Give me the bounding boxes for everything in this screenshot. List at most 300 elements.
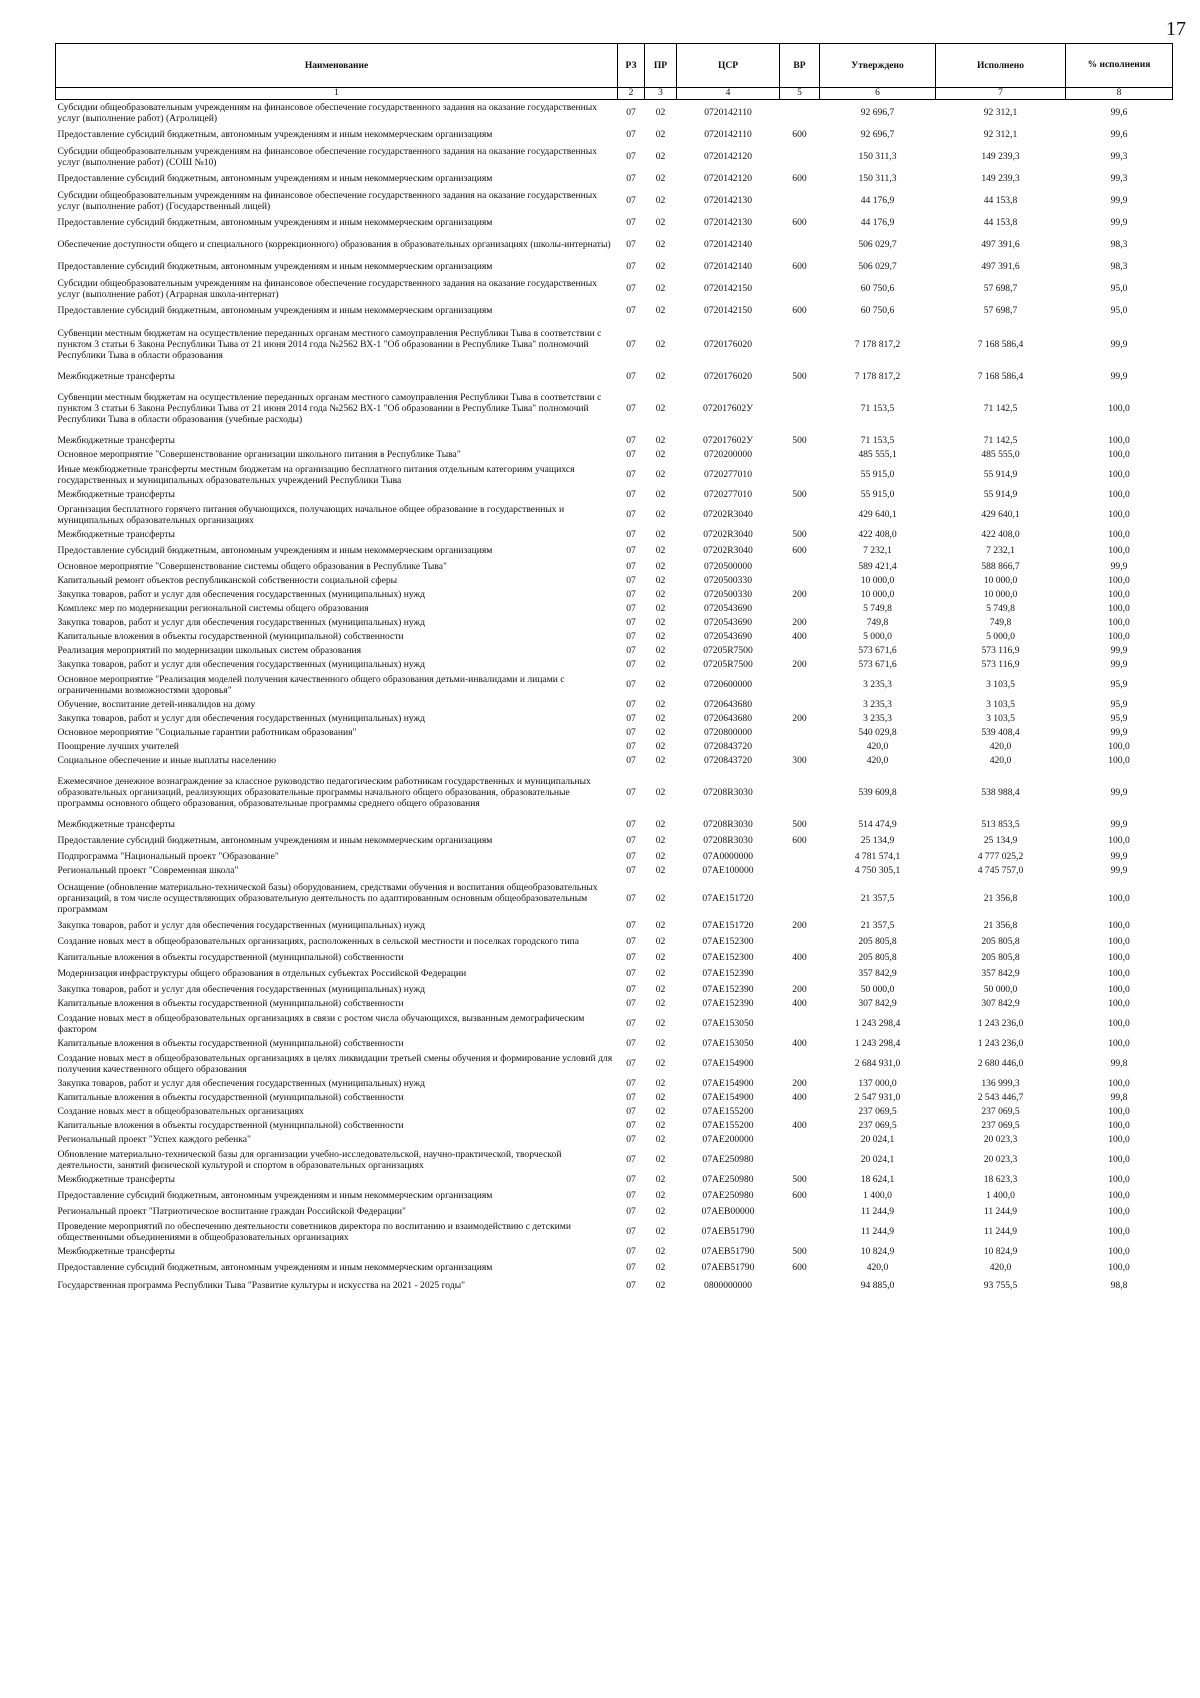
row-executed: 205 805,8 xyxy=(981,952,1020,963)
header-executed: Исполнено xyxy=(936,44,1066,88)
row-vr xyxy=(780,100,820,126)
row-approved: 420,0 xyxy=(866,741,889,752)
row-pct: 100,0 xyxy=(1108,1226,1130,1237)
row-pct: 100,0 xyxy=(1108,545,1130,556)
row-executed: 307 842,9 xyxy=(981,998,1020,1009)
row-name: Закупка товаров, работ и услуг для обеспечения государственных (муниципальных) нужд xyxy=(57,617,426,628)
row-pct: 95,9 xyxy=(1110,699,1128,710)
table-row xyxy=(56,850,1173,864)
column-number-row xyxy=(56,88,1173,100)
row-pct: 100,0 xyxy=(1108,1246,1130,1257)
row-approved: 7 178 817,2 xyxy=(854,339,901,350)
row-pct: 100,0 xyxy=(1108,1134,1130,1145)
row-pct: 100,0 xyxy=(1108,952,1130,963)
row-approved: 44 176,9 xyxy=(860,195,895,206)
row-executed: 573 116,9 xyxy=(981,645,1020,656)
row-rz: 07 xyxy=(626,435,636,446)
row-vr xyxy=(780,502,820,528)
row-executed: 93 755,5 xyxy=(983,1280,1018,1291)
row-executed: 2 680 446,0 xyxy=(977,1058,1024,1069)
row-vr: 600 xyxy=(792,129,807,140)
row-approved: 420,0 xyxy=(866,1262,889,1273)
row-name: Ежемесячное денежное вознаграждение за классное руководство педагогическим работникам государственных и муниципальных образовательных организаций, реализующих образовательные программы начального общего образования, образовательные программы основного общего образования, образовательные программы среднего общего образования xyxy=(57,776,591,809)
table-row xyxy=(56,726,1173,740)
row-csr: 07АЕ153050 xyxy=(702,1038,754,1049)
row-executed: 497 391,6 xyxy=(981,239,1020,250)
table-row xyxy=(56,630,1173,644)
table-row xyxy=(56,462,1173,488)
row-pct: 100,0 xyxy=(1108,1174,1130,1185)
column-number: 2 xyxy=(618,88,645,100)
row-name: Реализация мероприятий по модернизации школьных систем образования xyxy=(57,645,362,656)
row-executed: 237 069,5 xyxy=(981,1120,1020,1131)
row-executed: 71 142,5 xyxy=(983,403,1018,414)
row-vr xyxy=(780,276,820,302)
row-name: Межбюджетные трансферты xyxy=(57,529,175,540)
row-approved: 307 842,9 xyxy=(858,998,897,1009)
row-executed: 18 623,3 xyxy=(983,1174,1018,1185)
table-row xyxy=(56,528,1173,542)
row-pr: 02 xyxy=(655,727,666,738)
row-executed: 20 023,3 xyxy=(983,1154,1018,1165)
row-rz: 07 xyxy=(626,645,636,656)
row-vr: 600 xyxy=(792,1190,807,1201)
row-executed: 21 356,8 xyxy=(983,892,1018,904)
row-csr: 0720142110 xyxy=(704,107,752,119)
row-vr: 200 xyxy=(792,617,807,628)
row-pr: 02 xyxy=(655,435,666,446)
row-csr: 07АЕ152300 xyxy=(702,936,754,947)
row-pr: 02 xyxy=(655,107,666,119)
table-row xyxy=(56,560,1173,574)
header-vr: ВР xyxy=(780,44,820,88)
table-row xyxy=(56,818,1173,832)
table-row xyxy=(56,302,1173,320)
row-executed: 1 400,0 xyxy=(986,1190,1015,1201)
table-row xyxy=(56,1119,1173,1133)
row-csr: 0720277010 xyxy=(704,489,752,500)
row-name: Создание новых мест в общеобразовательных организациях в целях ликвидации третьей смены обучения и формирование условий для получения качественного общего образования xyxy=(57,1052,613,1075)
row-vr xyxy=(780,1219,820,1245)
row-pct: 100,0 xyxy=(1108,755,1130,766)
row-name: Проведение мероприятий по обеспечению деятельности советников директора по воспитанию и взаимодействию с детскими общественными объединениями в общеобразовательных организациях xyxy=(57,1220,571,1243)
row-csr: 07АЕВ51790 xyxy=(701,1226,755,1237)
row-pr: 02 xyxy=(655,679,666,690)
row-vr: 400 xyxy=(792,1120,807,1131)
row-vr: 300 xyxy=(792,755,807,766)
row-vr xyxy=(780,144,820,170)
row-name: Государственная программа Республики Тыва "Развитие культуры и искусства на 2021 - 2025 годы" xyxy=(57,1280,466,1291)
row-name: Подпрограмма "Национальный проект "Образование" xyxy=(57,851,279,862)
row-pct: 100,0 xyxy=(1108,1106,1130,1117)
row-executed: 5 000,0 xyxy=(986,631,1015,642)
row-csr: 0720543690 xyxy=(704,631,752,642)
row-csr: 07АЕ152390 xyxy=(702,968,754,979)
row-rz: 07 xyxy=(626,755,636,766)
row-approved: 55 915,0 xyxy=(860,469,895,480)
table-row xyxy=(56,1245,1173,1259)
row-csr: 0720843720 xyxy=(704,741,752,752)
row-rz: 07 xyxy=(626,1134,636,1145)
table-row xyxy=(56,384,1173,434)
row-rz: 07 xyxy=(626,589,636,600)
row-approved: 18 624,1 xyxy=(860,1174,895,1185)
row-rz: 07 xyxy=(626,449,636,460)
row-pr: 02 xyxy=(655,469,666,480)
row-name: Обеспечение доступности общего и специального (коррекционного) образования в образовательных организациях (школы-интернаты) xyxy=(57,239,611,250)
row-pct: 100,0 xyxy=(1108,1120,1130,1131)
row-executed: 10 000,0 xyxy=(983,589,1018,600)
row-csr: 07АЕ100000 xyxy=(702,865,754,876)
row-name: Межбюджетные трансферты xyxy=(57,819,175,830)
row-rz: 07 xyxy=(626,1120,636,1131)
row-pr: 02 xyxy=(655,195,666,206)
row-pr: 02 xyxy=(655,713,666,724)
row-pr: 02 xyxy=(655,741,666,752)
row-approved: 5 000,0 xyxy=(863,631,892,642)
row-approved: 10 000,0 xyxy=(860,575,895,586)
row-vr: 400 xyxy=(792,1092,807,1103)
row-pr: 02 xyxy=(655,173,666,184)
column-number: 4 xyxy=(677,88,780,100)
row-executed: 71 142,5 xyxy=(983,435,1018,446)
column-number: 8 xyxy=(1066,88,1173,100)
row-csr: 072017602У xyxy=(703,403,753,414)
row-vr xyxy=(780,448,820,462)
table-row xyxy=(56,768,1173,818)
row-pr: 02 xyxy=(655,1106,666,1117)
row-approved: 7 178 817,2 xyxy=(854,371,901,382)
header-name: Наименование xyxy=(56,44,618,88)
row-name: Закупка товаров, работ и услуг для обеспечения государственных (муниципальных) нужд xyxy=(57,659,426,670)
row-vr: 200 xyxy=(792,713,807,724)
row-vr: 500 xyxy=(792,529,807,540)
row-rz: 07 xyxy=(626,261,636,272)
row-vr: 600 xyxy=(792,545,807,556)
row-approved: 4 781 574,1 xyxy=(854,851,901,862)
row-executed: 21 356,8 xyxy=(983,920,1018,931)
row-pct: 99,3 xyxy=(1110,173,1128,184)
row-executed: 420,0 xyxy=(989,741,1012,752)
row-name: Предоставление субсидий бюджетным, автономным учреждениям и иным некоммерческим организациям xyxy=(57,1190,493,1201)
table-row xyxy=(56,658,1173,672)
row-vr: 400 xyxy=(792,952,807,963)
column-number: 6 xyxy=(820,88,936,100)
row-pct: 100,0 xyxy=(1108,631,1130,642)
row-approved: 205 805,8 xyxy=(858,952,897,963)
row-vr xyxy=(780,462,820,488)
row-vr: 200 xyxy=(792,589,807,600)
row-vr xyxy=(780,740,820,754)
row-pr: 02 xyxy=(655,589,666,600)
row-pct: 100,0 xyxy=(1108,998,1130,1009)
row-csr: 07АЕВ00000 xyxy=(701,1206,755,1217)
row-approved: 539 609,8 xyxy=(858,787,897,798)
table-row xyxy=(56,740,1173,754)
table-row xyxy=(56,951,1173,965)
row-vr: 600 xyxy=(792,1262,807,1273)
row-executed: 4 777 025,2 xyxy=(977,851,1024,862)
row-executed: 539 408,4 xyxy=(981,727,1020,738)
row-approved: 573 671,6 xyxy=(858,645,897,656)
row-approved: 5 749,8 xyxy=(863,603,892,614)
row-vr: 400 xyxy=(792,631,807,642)
row-vr: 600 xyxy=(792,835,807,846)
row-executed: 149 239,3 xyxy=(981,151,1020,162)
row-vr xyxy=(780,933,820,951)
row-rz: 07 xyxy=(626,1206,636,1217)
row-csr: 0720600000 xyxy=(704,679,752,690)
row-rz: 07 xyxy=(626,659,636,670)
row-pct: 99,9 xyxy=(1110,865,1128,876)
row-executed: 10 000,0 xyxy=(983,575,1018,586)
row-vr: 500 xyxy=(792,1246,807,1257)
row-approved: 485 555,1 xyxy=(858,449,897,460)
row-pct: 100,0 xyxy=(1108,603,1130,614)
row-approved: 422 408,0 xyxy=(858,529,897,540)
row-pr: 02 xyxy=(655,283,666,294)
row-pct: 99,9 xyxy=(1110,561,1128,572)
row-rz: 07 xyxy=(626,129,636,140)
row-pr: 02 xyxy=(655,1280,666,1291)
row-rz: 07 xyxy=(626,741,636,752)
row-csr: 0720142130 xyxy=(704,195,752,206)
row-pr: 02 xyxy=(655,968,666,979)
row-name: Поощрение лучших учителей xyxy=(57,741,179,752)
row-pr: 02 xyxy=(655,371,666,382)
row-pr: 02 xyxy=(655,865,666,876)
row-vr xyxy=(780,384,820,434)
column-number: 7 xyxy=(936,88,1066,100)
row-rz: 07 xyxy=(626,1018,636,1029)
row-rz: 07 xyxy=(626,1190,636,1201)
row-name: Субсидии общеобразовательным учреждениям на финансовое обеспечение государственного задания на оказание государственных услуг (выполнение работ) (Агролицей) xyxy=(57,101,598,124)
row-rz: 07 xyxy=(626,173,636,184)
row-rz: 07 xyxy=(626,819,636,830)
row-pr: 02 xyxy=(655,489,666,500)
row-name: Социальное обеспечение и иные выплаты населению xyxy=(57,755,276,766)
row-pct: 100,0 xyxy=(1108,1262,1130,1273)
row-csr: 07АЕ155200 xyxy=(702,1120,754,1131)
table-row xyxy=(56,983,1173,997)
row-executed: 10 824,9 xyxy=(983,1246,1018,1257)
row-approved: 420,0 xyxy=(866,755,889,766)
row-name: Закупка товаров, работ и услуг для обеспечения государственных (муниципальных) нужд xyxy=(57,920,426,931)
row-pr: 02 xyxy=(655,920,666,931)
row-name: Предоставление субсидий бюджетным, автономным учреждениям и иным некоммерческим организациям xyxy=(57,129,493,140)
row-approved: 71 153,5 xyxy=(860,435,895,446)
row-pr: 02 xyxy=(655,952,666,963)
row-pr: 02 xyxy=(655,1246,666,1257)
column-number: 3 xyxy=(645,88,677,100)
row-approved: 3 235,3 xyxy=(863,699,892,710)
row-pct: 99,9 xyxy=(1110,339,1128,350)
row-approved: 237 069,5 xyxy=(858,1120,897,1131)
row-approved: 55 915,0 xyxy=(860,489,895,500)
table-row xyxy=(56,965,1173,983)
row-csr: 0720142140 xyxy=(704,239,752,250)
row-pct: 99,8 xyxy=(1110,1058,1128,1069)
table-row xyxy=(56,276,1173,302)
row-pct: 100,0 xyxy=(1108,435,1130,446)
row-vr: 200 xyxy=(792,1078,807,1089)
row-rz: 07 xyxy=(626,489,636,500)
row-approved: 71 153,5 xyxy=(860,403,895,414)
row-rz: 07 xyxy=(626,998,636,1009)
table-row xyxy=(56,1105,1173,1119)
table-row xyxy=(56,1205,1173,1219)
row-rz: 07 xyxy=(626,561,636,572)
row-pr: 02 xyxy=(655,1038,666,1049)
row-executed: 357 842,9 xyxy=(981,968,1020,979)
table-row xyxy=(56,188,1173,214)
row-executed: 136 999,3 xyxy=(981,1078,1020,1089)
row-rz: 07 xyxy=(626,984,636,995)
row-name: Предоставление субсидий бюджетным, автономным учреждениям и иным некоммерческим организациям xyxy=(57,217,493,228)
row-executed: 25 134,9 xyxy=(983,835,1018,846)
row-pct: 95,0 xyxy=(1110,305,1128,316)
row-rz: 07 xyxy=(626,699,636,710)
row-executed: 749,8 xyxy=(989,617,1012,628)
row-csr: 0720500330 xyxy=(704,575,752,586)
row-name: Капитальные вложения в объекты государственной (муниципальной) собственности xyxy=(57,631,404,642)
table-row xyxy=(56,258,1173,276)
row-rz: 07 xyxy=(626,865,636,876)
row-rz: 07 xyxy=(626,892,636,904)
row-approved: 1 400,0 xyxy=(863,1190,892,1201)
row-executed: 429 640,1 xyxy=(981,509,1020,520)
row-vr xyxy=(780,965,820,983)
row-pr: 02 xyxy=(655,1120,666,1131)
row-name: Обучение, воспитание детей-инвалидов на дому xyxy=(57,699,256,710)
row-pct: 100,0 xyxy=(1108,449,1130,460)
row-approved: 20 024,1 xyxy=(860,1134,895,1145)
row-vr: 500 xyxy=(792,371,807,382)
row-executed: 50 000,0 xyxy=(983,984,1018,995)
row-rz: 07 xyxy=(626,1174,636,1185)
row-pr: 02 xyxy=(655,217,666,228)
row-csr: 0720142140 xyxy=(704,261,752,272)
row-vr: 600 xyxy=(792,305,807,316)
row-executed: 205 805,8 xyxy=(981,936,1020,947)
row-name: Предоставление субсидий бюджетным, автономным учреждениям и иным некоммерческим организациям xyxy=(57,305,493,316)
row-pr: 02 xyxy=(655,984,666,995)
row-rz: 07 xyxy=(626,469,636,480)
row-pr: 02 xyxy=(655,659,666,670)
row-executed: 3 103,5 xyxy=(986,713,1015,724)
row-vr: 600 xyxy=(792,217,807,228)
row-pct: 100,0 xyxy=(1108,984,1130,995)
row-pct: 100,0 xyxy=(1108,403,1130,414)
table-row xyxy=(56,448,1173,462)
row-executed: 2 543 446,7 xyxy=(977,1092,1024,1103)
row-vr: 500 xyxy=(792,435,807,446)
row-executed: 3 103,5 xyxy=(986,679,1015,690)
row-csr: 07205R7500 xyxy=(703,645,753,656)
row-vr xyxy=(780,850,820,864)
table-row xyxy=(56,370,1173,384)
row-pct: 100,0 xyxy=(1108,835,1130,846)
row-name: Модернизация инфраструктуры общего образования в отдельных субъектах Российской Федерации xyxy=(57,968,467,979)
row-approved: 10 824,9 xyxy=(860,1246,895,1257)
row-rz: 07 xyxy=(626,1226,636,1237)
row-pct: 100,0 xyxy=(1108,892,1130,904)
table-row xyxy=(56,434,1173,448)
row-vr: 200 xyxy=(792,920,807,931)
row-rz: 07 xyxy=(626,1154,636,1165)
row-csr: 0720142150 xyxy=(704,305,752,316)
row-rz: 07 xyxy=(626,968,636,979)
row-name: Капитальные вложения в объекты государственной (муниципальной) собственности xyxy=(57,998,404,1009)
row-name: Закупка товаров, работ и услуг для обеспечения государственных (муниципальных) нужд xyxy=(57,1078,426,1089)
row-csr: 07АЕВ51790 xyxy=(701,1246,755,1257)
header-rz: РЗ xyxy=(618,44,645,88)
row-pct: 100,0 xyxy=(1108,617,1130,628)
row-name: Предоставление субсидий бюджетным, автономным учреждениям и иным некоммерческим организациям xyxy=(57,173,493,184)
row-executed: 538 988,4 xyxy=(981,787,1020,798)
table-row xyxy=(56,320,1173,370)
row-pct: 99,3 xyxy=(1110,151,1128,162)
row-rz: 07 xyxy=(626,107,636,119)
row-vr xyxy=(780,1133,820,1147)
row-name: Региональный проект "Патриотическое воспитание граждан Российской Федерации" xyxy=(57,1206,406,1217)
table-row xyxy=(56,1011,1173,1037)
row-approved: 540 029,8 xyxy=(858,727,897,738)
row-csr: 07АЕВ51790 xyxy=(701,1262,755,1273)
row-pct: 99,9 xyxy=(1110,851,1128,862)
row-pct: 99,6 xyxy=(1110,129,1128,140)
row-approved: 4 750 305,1 xyxy=(854,865,901,876)
row-csr: 07АЕ151720 xyxy=(702,920,754,931)
table-row xyxy=(56,832,1173,850)
table-row xyxy=(56,1219,1173,1245)
row-name: Капитальный ремонт объектов республиканской собственности социальной сферы xyxy=(57,575,398,586)
row-approved: 25 134,9 xyxy=(860,835,895,846)
row-approved: 357 842,9 xyxy=(858,968,897,979)
table-row xyxy=(56,214,1173,232)
row-name: Оснащение (обновление материально-технической базы) оборудованием, средствами обучения и воспитания общеобразовательных организаций, в том числе осуществляющих образовательную деятельность по адаптированным основным общеобразовательным программам xyxy=(57,881,598,915)
row-pct: 95,0 xyxy=(1110,283,1128,294)
row-executed: 149 239,3 xyxy=(981,173,1020,184)
table-row xyxy=(56,1187,1173,1205)
row-csr: 07АЕ250980 xyxy=(702,1154,754,1165)
row-csr: 0720142120 xyxy=(704,173,752,184)
row-rz: 07 xyxy=(626,305,636,316)
row-csr: 07205R7500 xyxy=(703,659,753,670)
row-name: Межбюджетные трансферты xyxy=(57,1174,175,1185)
row-approved: 237 069,5 xyxy=(858,1106,897,1117)
row-pr: 02 xyxy=(655,617,666,628)
table-row xyxy=(56,126,1173,144)
row-approved: 3 235,3 xyxy=(863,713,892,724)
row-executed: 420,0 xyxy=(989,1262,1012,1273)
table-row xyxy=(56,1133,1173,1147)
row-pr: 02 xyxy=(655,631,666,642)
row-pct: 99,9 xyxy=(1110,787,1128,798)
table-row xyxy=(56,754,1173,768)
row-pr: 02 xyxy=(655,261,666,272)
row-csr: 07АЕ152390 xyxy=(702,984,754,995)
row-vr: 500 xyxy=(792,819,807,830)
row-approved: 20 024,1 xyxy=(860,1154,895,1165)
row-name: Основное мероприятие "Реализация моделей получения качественного общего образования детьми-инвалидами и лицами с ограниченными возможностями здоровья" xyxy=(57,673,565,696)
row-pr: 02 xyxy=(655,1190,666,1201)
row-approved: 21 357,5 xyxy=(860,892,895,904)
row-pr: 02 xyxy=(655,239,666,250)
row-pct: 100,0 xyxy=(1108,741,1130,752)
row-vr xyxy=(780,574,820,588)
row-rz: 07 xyxy=(626,679,636,690)
